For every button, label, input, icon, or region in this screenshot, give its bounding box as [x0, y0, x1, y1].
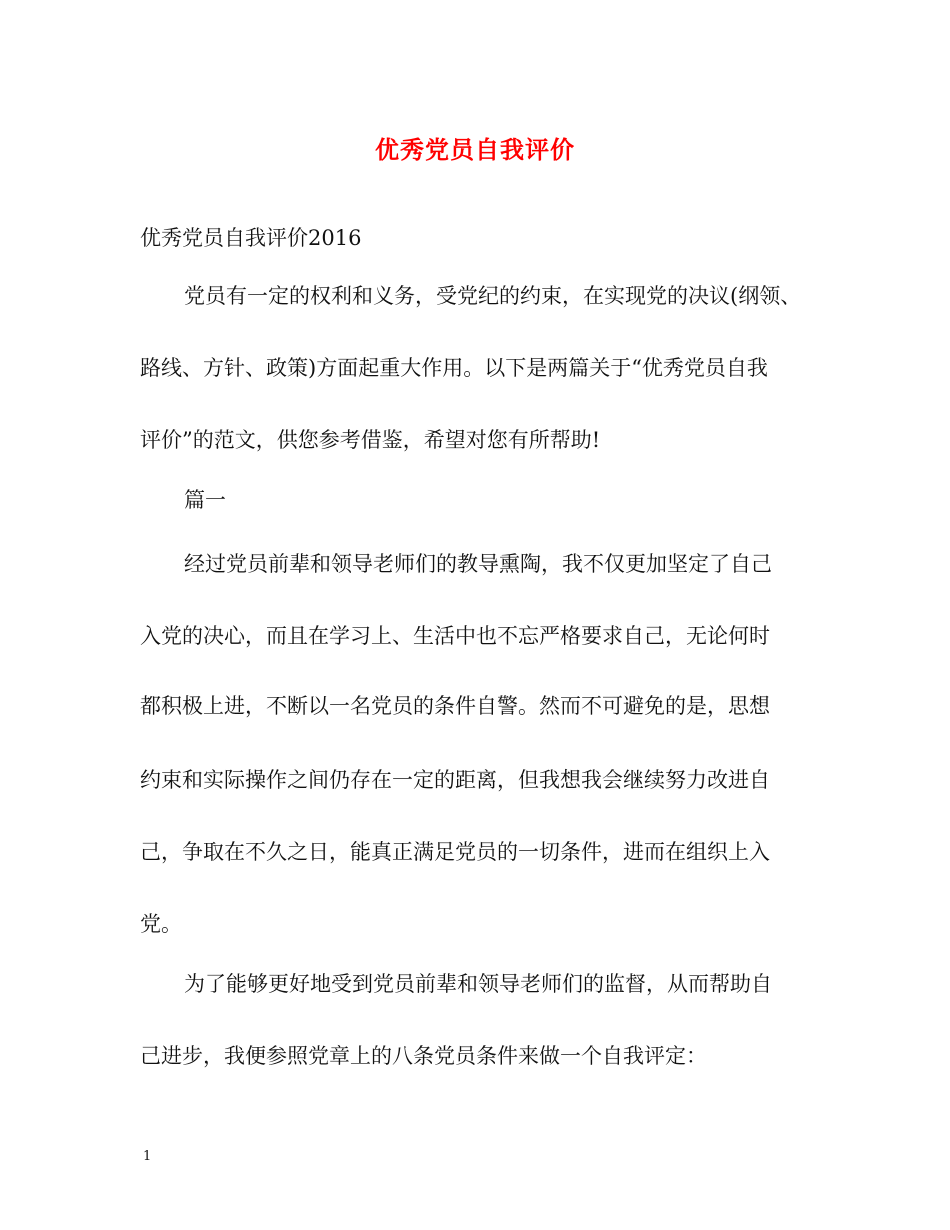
paragraph-line: 党员有一定的权利和义务，受党纪的约束，在实现党的决议(纲领、	[184, 284, 802, 308]
paragraph-line: 己，争取在不久之日，能真正满足党员的一切条件，进而在组织上入	[140, 840, 770, 864]
paragraph-line: 约束和实际操作之间仍存在一定的距离，但我想我会继续努力改进自	[140, 768, 770, 792]
document-subtitle: 优秀党员自我评价2016	[140, 226, 362, 250]
paragraph-line: 路线、方针、政策)方面起重大作用。以下是两篇关于“优秀党员自我	[140, 356, 768, 380]
paragraph-line: 己进步，我便参照党章上的八条党员条件来做一个自我评定：	[140, 1044, 707, 1068]
paragraph-line: 经过党员前辈和领导老师们的教导熏陶，我不仅更加坚定了自己	[184, 552, 772, 576]
paragraph-line: 为了能够更好地受到党员前辈和领导老师们的监督，从而帮助自	[184, 972, 772, 996]
page-number: 1	[143, 1149, 152, 1164]
paragraph-line: 评价”的范文，供您参考借鉴，希望对您有所帮助!	[140, 428, 601, 452]
section-heading: 篇一	[184, 488, 226, 512]
paragraph-line: 都积极上进，不断以一名党员的条件自警。然而不可避免的是，思想	[140, 694, 770, 718]
paragraph-line: 党。	[140, 912, 182, 936]
paragraph-line: 入党的决心，而且在学习上、生活中也不忘严格要求自己，无论何时	[140, 624, 770, 648]
document-title: 优秀党员自我评价	[375, 135, 575, 164]
